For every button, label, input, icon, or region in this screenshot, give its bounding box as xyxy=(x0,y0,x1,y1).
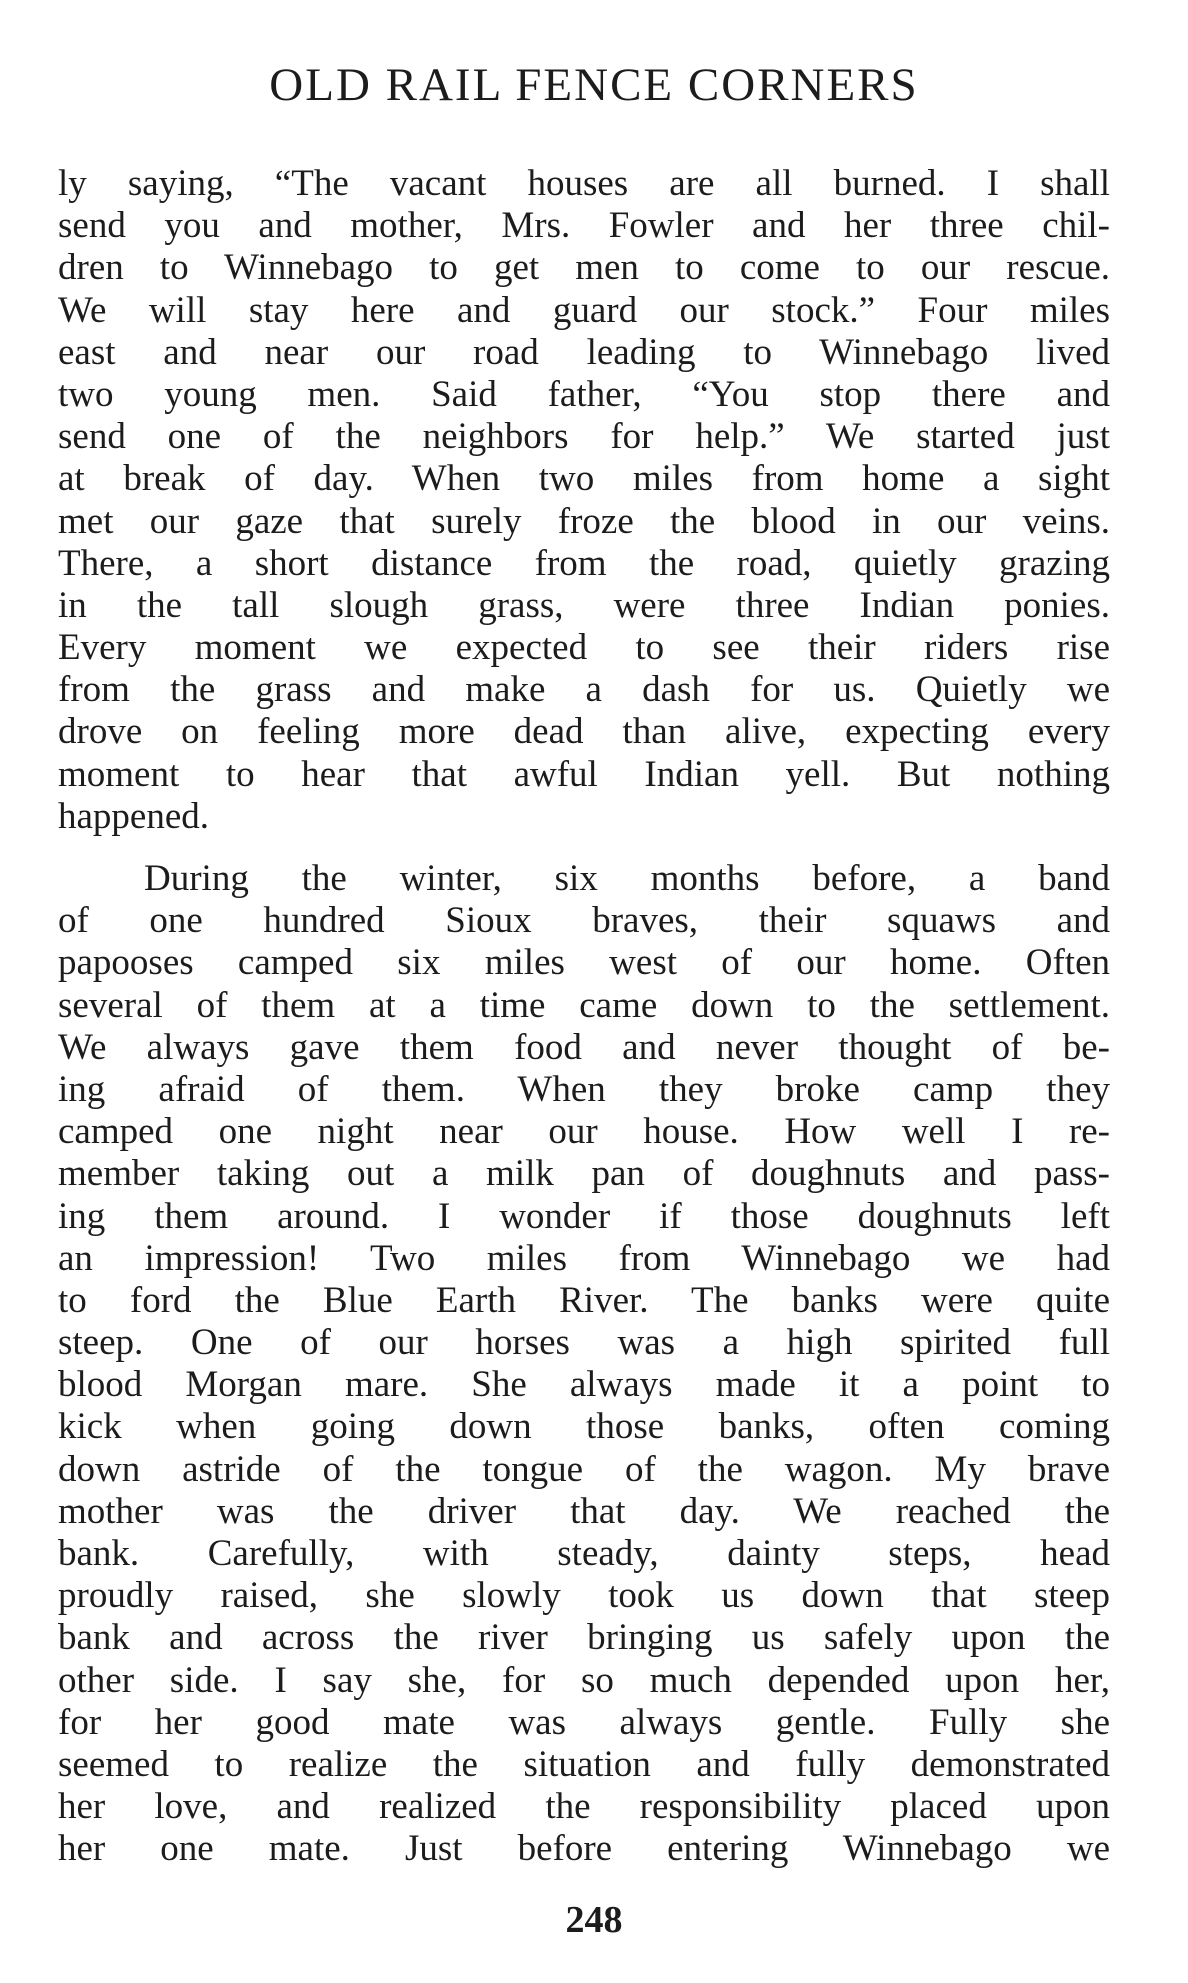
text-line: member taking out a milk pan of doughnuts and pass- xyxy=(58,1153,1110,1195)
text-line: send you and mother, Mrs. Fowler and her three chil- xyxy=(58,205,1110,247)
text-line: ing afraid of them. When they broke camp they xyxy=(58,1068,1110,1110)
text-line: happened. xyxy=(58,795,210,837)
text-line: in the tall slough grass, were three Indian ponies. xyxy=(58,584,1110,626)
text-line: camped one night near our house. How well I re- xyxy=(58,1111,1110,1153)
text-line: of one hundred Sioux braves, their squaws and xyxy=(58,900,1110,942)
text-line: send one of the neighbors for help.” We started just xyxy=(58,416,1110,458)
text-line: seemed to realize the situation and fully demonstrated xyxy=(58,1743,1110,1785)
text-line: met our gaze that surely froze the blood in our veins. xyxy=(58,500,1110,542)
text-line: two young men. Said father, “You stop there and xyxy=(58,373,1110,415)
text-line: bank and across the river bringing us safely upon the xyxy=(58,1617,1110,1659)
page-number: 248 xyxy=(565,1899,623,1941)
text-line: down astride of the tongue of the wagon. My brave xyxy=(58,1448,1110,1490)
text-line: for her good mate was always gentle. Fully she xyxy=(58,1701,1110,1743)
paragraph-gap xyxy=(58,838,1110,858)
text-line: During the winter, six months before, a band xyxy=(144,858,1110,899)
body-text xyxy=(58,163,1110,1871)
text-line: papooses camped six miles west of our home. Often xyxy=(58,942,1110,984)
text-line: bank. Carefully, with steady, dainty steps, head xyxy=(58,1533,1110,1574)
text-line: ly saying, “The vacant houses are all burned. I shall xyxy=(58,163,1110,204)
text-line: dren to Winnebago to get men to come to our rescue. xyxy=(58,247,1110,289)
text-line: mother was the driver that day. We reached the xyxy=(58,1490,1110,1532)
text-line: east and near our road leading to Winnebago lived xyxy=(58,331,1110,373)
text-line: at break of day. When two miles from home a sight xyxy=(58,458,1110,500)
text-line: ing them around. I wonder if those doughnuts left xyxy=(58,1195,1110,1237)
text-line: We always gave them food and never thought of be- xyxy=(58,1026,1110,1068)
text-line: an impression! Two miles from Winnebago we had xyxy=(58,1237,1110,1279)
text-line: We will stay here and guard our stock.” Four miles xyxy=(58,289,1110,331)
text-line: moment to hear that awful Indian yell. But nothing xyxy=(58,753,1110,795)
text-line: steep. One of our horses was a high spirited full xyxy=(58,1322,1110,1364)
paragraph xyxy=(58,163,1110,838)
text-line: There, a short distance from the road, quietly grazing xyxy=(58,542,1110,584)
text-line: proudly raised, she slowly took us down that steep xyxy=(58,1575,1110,1617)
text-line: Every moment we expected to see their riders rise xyxy=(58,627,1110,669)
text-line: her one mate. Just before entering Winnebago we xyxy=(58,1828,1110,1870)
text-line: other side. I say she, for so much depended upon her, xyxy=(58,1659,1110,1701)
text-line: drove on feeling more dead than alive, expecting every xyxy=(58,711,1110,753)
text-line: blood Morgan mare. She always made it a point to xyxy=(58,1364,1110,1406)
text-line: several of them at a time came down to the settlement. xyxy=(58,984,1110,1026)
text-line: to ford the Blue Earth River. The banks were quite xyxy=(58,1279,1110,1321)
running-title: OLD RAIL FENCE CORNERS xyxy=(269,59,919,111)
text-line: kick when going down those banks, often coming xyxy=(58,1406,1110,1448)
text-line: her love, and realized the responsibility placed upon xyxy=(58,1786,1110,1828)
paragraph xyxy=(58,858,1110,1871)
text-line: from the grass and make a dash for us. Quietly we xyxy=(58,669,1110,711)
